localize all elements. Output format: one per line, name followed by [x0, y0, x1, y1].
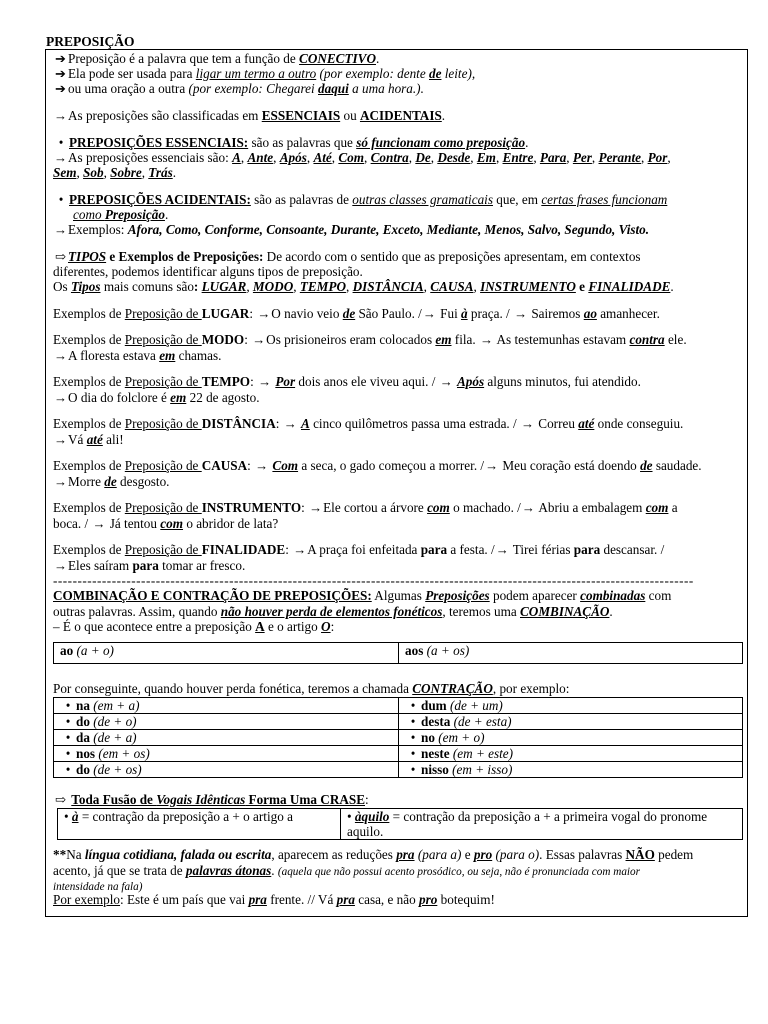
preposicao-item: Com: [338, 150, 365, 165]
exemplo-finalidade: Exemplos de Preposição de FINALIDADE: →A praça foi enfeitada para a festa. /→ Tirei férias para descansar. /: [53, 542, 665, 557]
page-title: PREPOSIÇÃO: [46, 34, 135, 49]
bullet-icon: •: [410, 746, 416, 761]
bullet-icon: •: [410, 698, 416, 713]
tipos-line-3: Os Tipos mais comuns são: LUGAR, MODO, TEMPO, DISTÂNCIA, CAUSA, INSTRUMENTO e FINALIDADE.: [53, 279, 674, 294]
tipo-item: CAUSA: [430, 279, 474, 294]
preposicao-item: Sem: [53, 165, 77, 180]
exemplo-tempo-cont: →O dia do folclore é em 22 de agosto.: [53, 390, 260, 405]
bullet-icon: •: [410, 762, 416, 777]
contracao-cell: • nisso (em + isso): [399, 762, 743, 778]
exemplo-causa-cont: →Morre de desgosto.: [53, 474, 170, 489]
contracao-cell: • do (de + os): [54, 762, 399, 778]
combinacao-line-3: – É o que acontece entre a preposição A e o artigo O:: [53, 619, 335, 634]
bullet-icon: •: [58, 192, 64, 207]
double-arrow-icon: ⇨: [54, 792, 67, 807]
arrow-right-icon: →: [53, 432, 68, 447]
exemplo-tempo: Exemplos de Preposição de TEMPO: → Por dois anos ele viveu aqui. / → Após alguns minutos, fui atendido.: [53, 374, 641, 389]
intro-line-2: ➔ Ela pode ser usada para ligar um termo a outro (por exemplo: dente de leite),: [54, 66, 476, 81]
arrow-right-icon: →: [479, 332, 494, 347]
arrow-right-icon: →: [293, 542, 307, 557]
tipo-item: LUGAR: [201, 279, 247, 294]
contracao-cell: • do (de + o): [54, 714, 399, 730]
arrow-right-icon: →: [495, 542, 509, 557]
nota-line-3: intensidade na fala): [53, 881, 143, 893]
arrow-right-icon: →: [252, 332, 266, 347]
arrow-right-icon: →: [53, 348, 68, 363]
arrow-right-icon: →: [53, 558, 68, 573]
combinacao-cell: ao (a + o): [54, 643, 399, 664]
arrow-right-icon: →: [439, 374, 453, 389]
acidentais-heading-cont: como Preposição.: [73, 207, 169, 222]
crase-cell: • à = contração da preposição a + o artigo a: [58, 809, 341, 840]
double-arrow-icon: ⇨: [54, 249, 67, 264]
bullet-icon: •: [65, 762, 71, 777]
preposicao-item: Trás: [148, 165, 173, 180]
contracao-cell: • desta (de + esta): [399, 714, 743, 730]
preposicao-item: Entre: [502, 150, 534, 165]
nota-line-2: acento, já que se trata de palavras átonas. (aquela que não possui acento prosódico, ou seja, não é pronunciada com maior: [53, 863, 640, 878]
exemplo-lugar: Exemplos de Preposição de LUGAR: →O navio veio de São Paulo. /→ Fui à praça. / → Sairemos ao amanhecer.: [53, 306, 660, 321]
crase-table: [57, 808, 743, 840]
preposicao-item: A: [232, 150, 241, 165]
arrow-right-icon: →: [53, 474, 68, 489]
arrow-right-icon: →: [422, 306, 436, 321]
preposicao-item: Desde: [437, 150, 471, 165]
tipo-item: DISTÂNCIA: [352, 279, 424, 294]
arrow-right-icon: →: [92, 516, 106, 531]
combinacao-line-1: COMBINAÇÃO E CONTRAÇÃO DE PREPOSIÇÕES: Algumas Preposições podem aparecer combinadas com: [53, 588, 672, 603]
essenciais-list-cont: Sem, Sob, Sobre, Trás.: [53, 165, 177, 180]
preposicao-item: Até: [313, 150, 332, 165]
bullet-icon: •: [58, 135, 64, 150]
contracao-cell: • nos (em + os): [54, 746, 399, 762]
arrow-right-icon: →: [520, 416, 535, 431]
bullet-icon: •: [410, 714, 416, 729]
exemplo-instrumento: Exemplos de Preposição de INSTRUMENTO: →Ele cortou a árvore com o machado. /→ Abriu a embalagem com a: [53, 500, 678, 515]
preposicao-item: Ante: [247, 150, 274, 165]
arrow-right-icon: →: [521, 500, 535, 515]
tipo-item: MODO: [252, 279, 294, 294]
arrow-right-icon: ➔: [54, 66, 67, 81]
exemplo-modo: Exemplos de Preposição de MODO: →Os prisioneiros eram colocados em fila. → As testemunhas estavam contra ele.: [53, 332, 687, 347]
arrow-right-icon: →: [513, 306, 528, 321]
exemplo-causa: Exemplos de Preposição de CAUSA: → Com a seca, o gado começou a morrer. /→ Meu coração está doendo de saudade.: [53, 458, 702, 473]
preposicao-item: Perante: [598, 150, 642, 165]
acidentais-examples: →Exemplos: Afora, Como, Conforme, Consoante, Durante, Exceto, Mediante, Menos, Salvo, Segundo, Visto.: [53, 222, 650, 237]
contracao-cell: • dum (de + um): [399, 698, 743, 714]
preposicao-item: Para: [539, 150, 567, 165]
tipos-line-2: diferentes, podemos identificar alguns tipos de preposição.: [53, 264, 363, 279]
arrow-right-icon: →: [257, 374, 272, 389]
tipo-item: INSTRUMENTO: [480, 279, 576, 294]
preposicao-item: Sobre: [110, 165, 142, 180]
classes-line: →As preposições são classificadas em ESSENCIAIS ou ACIDENTAIS.: [53, 108, 446, 123]
preposicao-item: Em: [476, 150, 496, 165]
crase-heading: ⇨ Toda Fusão de Vogais Idênticas Forma Uma CRASE:: [54, 792, 369, 807]
tipo-item: TEMPO: [299, 279, 346, 294]
section-divider: -----------------------------------------------------------------------------------------------------------------------------------: [53, 573, 694, 588]
acidentais-heading: • PREPOSIÇÕES ACIDENTAIS: são as palavras de outras classes gramaticais que, em certas frases funcionam: [53, 192, 743, 207]
contracao-cell: • no (em + o): [399, 730, 743, 746]
arrow-right-icon: →: [309, 500, 323, 515]
combinacao-cell: aos (a + os): [399, 643, 743, 664]
contracao-table: [53, 697, 743, 778]
exemplo-finalidade-cont: →Eles saíram para tomar ar fresco.: [53, 558, 246, 573]
arrow-right-icon: →: [53, 222, 68, 237]
arrow-right-icon: ➔: [54, 51, 67, 66]
preposicao-item: Após: [279, 150, 307, 165]
preposicao-item: Por: [647, 150, 668, 165]
essenciais-heading: • PREPOSIÇÕES ESSENCIAIS: são as palavras que só funcionam como preposição.: [53, 135, 743, 150]
preposicao-item: De: [415, 150, 431, 165]
intro-line-3: ➔ ou uma oração a outra (por exemplo: Chegarei daqui a uma hora.).: [54, 81, 424, 96]
tipo-item: FINALIDADE: [588, 279, 671, 294]
tipos-line-1: ⇨ TIPOS e Exemplos de Preposições: De acordo com o sentido que as preposições apresentam, em contextos: [54, 249, 641, 264]
arrow-right-icon: →: [255, 458, 269, 473]
nota-exemplo: Por exemplo: Este é um país que vai pra frente. // Vá pra casa, e não pro botequim!: [53, 892, 495, 907]
nota-line-1: **Na língua cotidiana, falada ou escrita, aparecem as reduções pra (para a) e pro (para o). Essas palavras NÃO pedem: [53, 847, 694, 862]
intro-line-1: ➔ Preposição é a palavra que tem a função de CONECTIVO.: [54, 51, 380, 66]
bullet-icon: •: [65, 746, 71, 761]
exemplo-modo-cont: →A floresta estava em chamas.: [53, 348, 222, 363]
arrow-right-icon: →: [283, 416, 297, 431]
crase-cell: • àquilo = contração da preposição a + a primeira vogal do pronome aquilo.: [341, 809, 743, 840]
bullet-icon: •: [65, 730, 71, 745]
arrow-right-icon: ➔: [54, 81, 67, 96]
content-frame: [45, 49, 748, 917]
essenciais-list: →As preposições essenciais são: A, Ante, Após, Até, Com, Contra, De, Desde, Em, Entre, Para, Per, Perante, Por,: [53, 150, 671, 165]
bullet-icon: •: [65, 714, 71, 729]
exemplo-instrumento-cont: boca. / → Já tentou com o abridor de lata?: [53, 516, 279, 531]
preposicao-item: Per: [572, 150, 592, 165]
preposicao-item: Contra: [370, 150, 409, 165]
arrow-right-icon: →: [53, 390, 68, 405]
contracao-intro: Por conseguinte, quando houver perda fonética, teremos a chamada CONTRAÇÃO, por exemplo:: [53, 681, 570, 696]
contracao-cell: • na (em + a): [54, 698, 399, 714]
preposicao-item: Sob: [83, 165, 104, 180]
exemplo-distancia-cont: →Vá até ali!: [53, 432, 124, 447]
exemplo-distancia: Exemplos de Preposição de DISTÂNCIA: → A cinco quilômetros passa uma estrada. / → Correu até onde conseguiu.: [53, 416, 684, 431]
arrow-right-icon: →: [53, 108, 68, 123]
combinacao-line-2: outras palavras. Assim, quando não houver perda de elementos fonéticos, teremos uma COMBINAÇÃO.: [53, 604, 613, 619]
arrow-right-icon: →: [53, 150, 68, 165]
bullet-icon: •: [410, 730, 416, 745]
bullet-icon: •: [65, 698, 71, 713]
contracao-cell: • da (de + a): [54, 730, 399, 746]
arrow-right-icon: →: [257, 306, 271, 321]
contracao-cell: • neste (em + este): [399, 746, 743, 762]
arrow-right-icon: →: [484, 458, 499, 473]
combinacao-table: [53, 642, 743, 664]
